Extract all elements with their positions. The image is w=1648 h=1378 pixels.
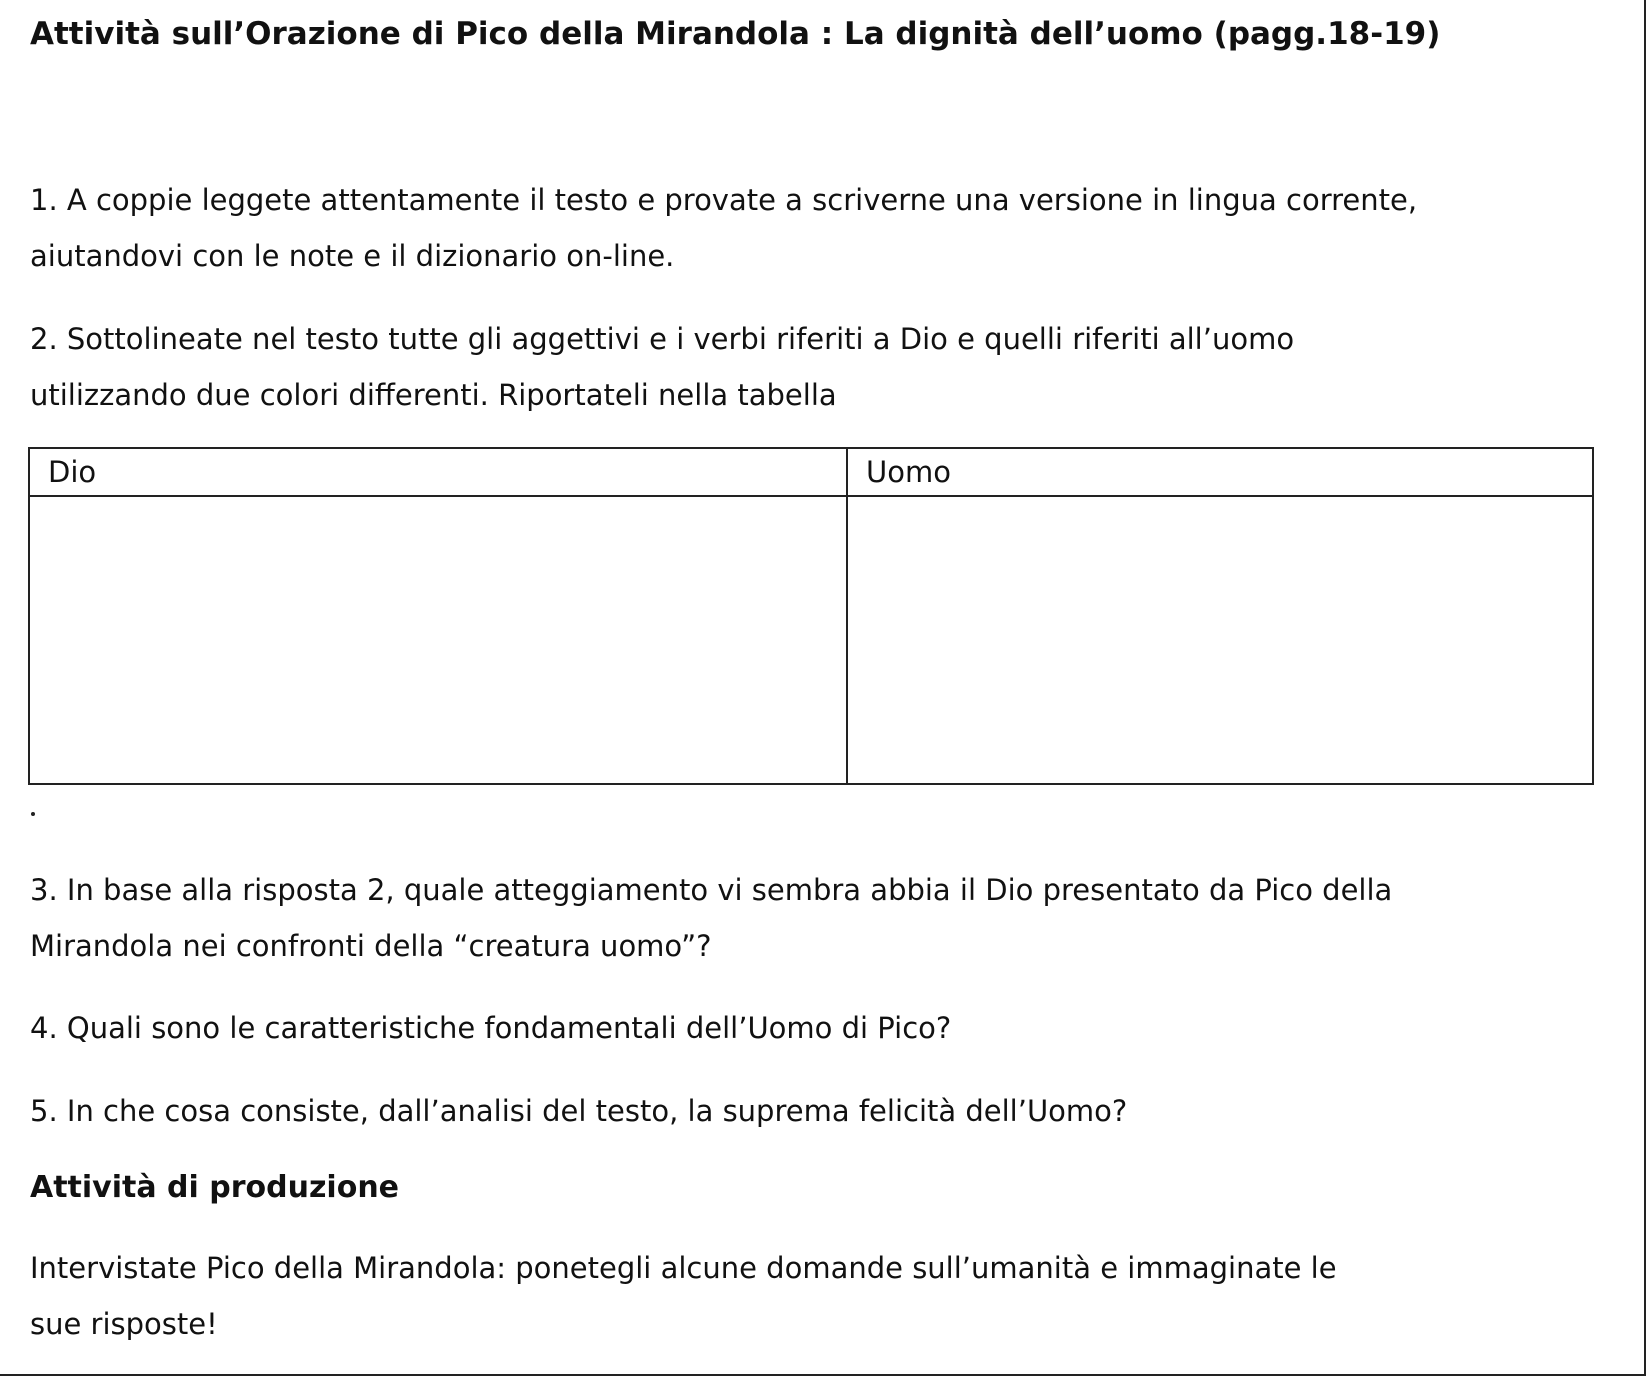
production-heading: Attività di produzione — [30, 1170, 400, 1205]
table-header-dio: Dio — [29, 448, 847, 496]
dio-uomo-table — [28, 447, 1594, 785]
table-row — [29, 496, 1593, 784]
question-1-line-2: aiutandovi con le note e il dizionario on-line. — [30, 239, 675, 273]
table-header-uomo: Uomo — [847, 448, 1593, 496]
table-cell-dio[interactable] — [29, 496, 847, 784]
production-text-line-1: Intervistate Pico della Mirandola: ponetegli alcune domande sull’umanità e immaginate le — [30, 1251, 1337, 1285]
page-title: Attività sull’Orazione di Pico della Mirandola : La dignità dell’uomo (pagg.18-19) — [30, 16, 1441, 52]
production-text-line-2: sue risposte! — [30, 1307, 218, 1341]
question-4 — [30, 1000, 1600, 1056]
question-3 — [30, 862, 1600, 974]
question-1-line-1: 1. A coppie leggete attentamente il testo e provate a scriverne una versione in lingua corrente, — [30, 183, 1418, 217]
stray-dot — [31, 812, 35, 816]
production-text — [30, 1240, 1600, 1352]
question-2 — [30, 311, 1600, 423]
question-3-line-2: Mirandola nei confronti della “creatura uomo”? — [30, 929, 712, 963]
question-2-line-1: 2. Sottolineate nel testo tutte gli aggettivi e i verbi riferiti a Dio e quelli riferiti all’uomo — [30, 322, 1295, 356]
question-3-line-1: 3. In base alla risposta 2, quale atteggiamento vi sembra abbia il Dio presentato da Pico della — [30, 873, 1393, 907]
question-5 — [30, 1083, 1600, 1139]
question-1 — [30, 172, 1600, 284]
table-cell-uomo[interactable] — [847, 496, 1593, 784]
question-5-text: 5. In che cosa consiste, dall’analisi del testo, la suprema felicità dell’Uomo? — [30, 1094, 1128, 1128]
question-2-line-2: utilizzando due colori differenti. Riportateli nella tabella — [30, 378, 837, 412]
question-4-text: 4. Quali sono le caratteristiche fondamentali dell’Uomo di Pico? — [30, 1011, 952, 1045]
